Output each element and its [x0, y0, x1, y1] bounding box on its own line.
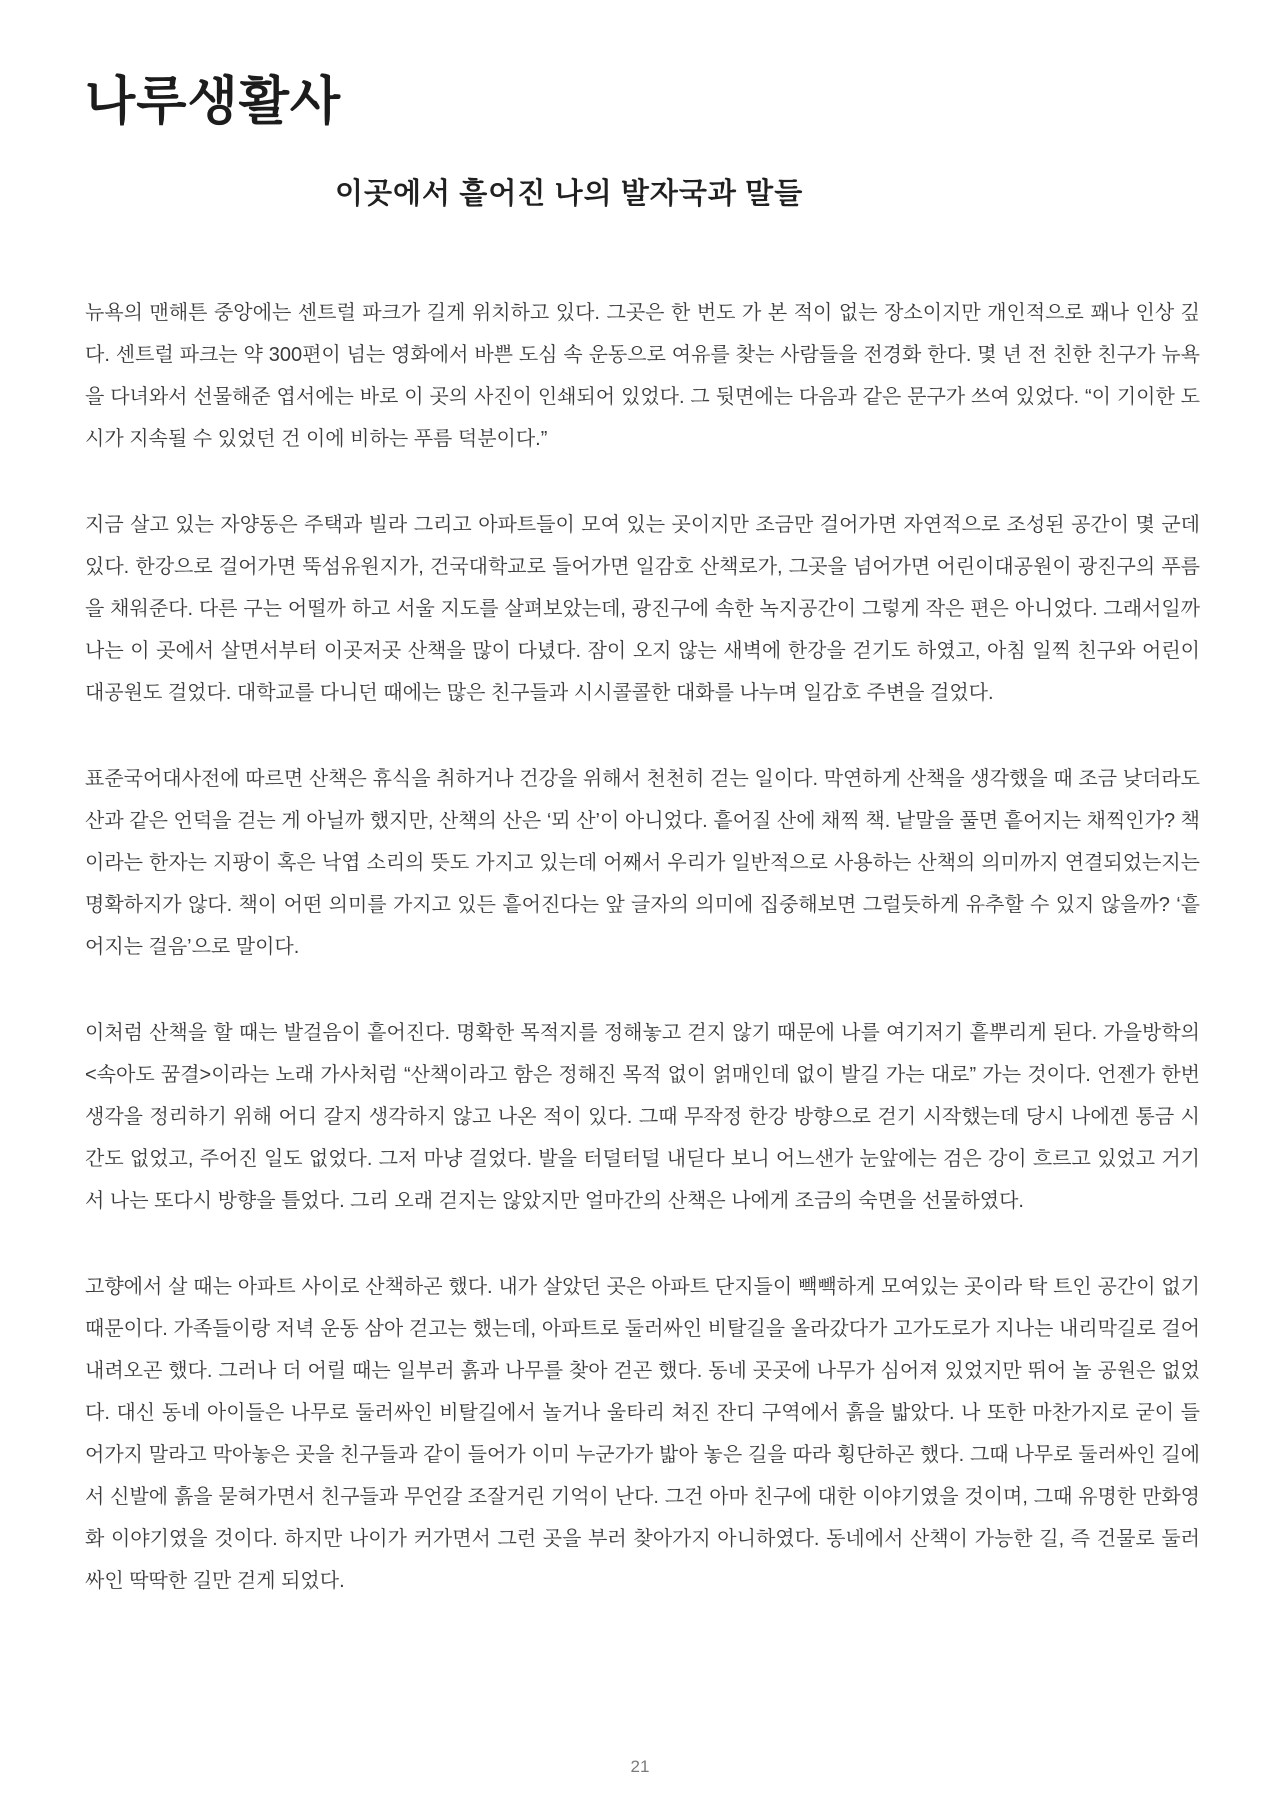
- article-body: [85, 292, 1200, 1602]
- page-number: 21: [630, 1757, 650, 1776]
- body-paragraph: 지금 살고 있는 자양동은 주택과 빌라 그리고 아파트들이 모여 있는 곳이지만 조금만 걸어가면 자연적으로 조성된 공간이 몇 군데 있다. 한강으로 걸어가면 뚝섬유원지가, 건국대학교로 들어가면 일감호 산책로가, 그곳을 넘어가면 어린이대공원이 광진구의 푸름을 채워준다. 다른 구는 어떨까 하고 서울 지도를 살펴보았는데, 광진구에 속한 녹지공간이 그렇게 작은 편은 아니었다. 그래서일까 나는 이 곳에서 살면서부터 이곳저곳 산책을 많이 다녔다. 잠이 오지 않는 새벽에 한강을 걷기도 하였고, 아침 일찍 친구와 어린이대공원도 걸었다. 대학교를 다니던 때에는 많은 친구들과 시시콜콜한 대화를 나누며 일감호 주변을 걸었다.: [85, 514, 1200, 704]
- body-paragraph: 고향에서 살 때는 아파트 사이로 산책하곤 했다. 내가 살았던 곳은 아파트 단지들이 빽빽하게 모여있는 곳이라 탁 트인 공간이 없기 때문이다. 가족들이랑 저녁 운동 삼아 걷고는 했는데, 아파트로 둘러싸인 비탈길을 올라갔다가 고가도로가 지나는 내리막길로 걸어 내려오곤 했다. 그러나 더 어릴 때는 일부러 흙과 나무를 찾아 걷곤 했다. 동네 곳곳에 나무가 심어져 있었지만 뛰어 놀 공원은 없었다. 대신 동네 아이들은 나무로 둘러싸인 비탈길에서 놀거나 울타리 쳐진 잔디 구역에서 흙을 밟았다. 나 또한 마찬가지로 굳이 들어가지 말라고 막아놓은 곳을 친구들과 같이 들어가 이미 누군가가 밟아 놓은 길을 따라 횡단하곤 했다. 그때 나무로 둘러싸인 길에서 신발에 흙을 묻혀가면서 친구들과 무언갈 조잘거린 기억이 난다. 그건 아마 친구에 대한 이야기였을 것이며, 그때 유명한 만화영화 이야기였을 것이다. 하지만 나이가 커가면서 그런 곳을 부러 찾아가지 아니하였다. 동네에서 산책이 가능한 길, 즉 건물로 둘러 싸인 딱딱한 길만 걷게 되었다.: [85, 1276, 1200, 1592]
- page-subtitle: 이곳에서 흩어진 나의 발자국과 말들: [335, 178, 804, 210]
- body-paragraph: 표준국어대사전에 따르면 산책은 휴식을 취하거나 건강을 위해서 천천히 걷는 일이다. 막연하게 산책을 생각했을 때 조금 낮더라도 산과 같은 언덕을 걷는 게 아닐까 했지만, 산책의 산은 ‘뫼 산’이 아니었다. 흩어질 산에 채찍 책. 낱말을 풀면 흩어지는 채찍인가? 책이라는 한자는 지팡이 혹은 낙엽 소리의 뜻도 가지고 있는데 어째서 우리가 일반적으로 사용하는 산책의 의미까지 연결되었는지는 명확하지가 않다. 책이 어떤 의미를 가지고 있든 흩어진다는 앞 글자의 의미에 집중해보면 그럴듯하게 유추할 수 있지 않을까? ‘흩어지는 걸음’으로 말이다.: [85, 768, 1200, 958]
- page-title: 나루생활사: [85, 74, 342, 131]
- body-paragraph: 이처럼 산책을 할 때는 발걸음이 흩어진다. 명확한 목적지를 정해놓고 걷지 않기 때문에 나를 여기저기 흩뿌리게 된다. 가을방학의 <속아도 꿈결>이라는 노래 가사처럼 “산책이라고 함은 정해진 목적 없이 얽매인데 없이 발길 가는 대로” 가는 것이다. 언젠가 한번 생각을 정리하기 위해 어디 갈지 생각하지 않고 나온 적이 있다. 그때 무작정 한강 방향으로 걷기 시작했는데 당시 나에겐 통금 시간도 없었고, 주어진 일도 없었다. 그저 마냥 걸었다. 발을 터덜터덜 내딛다 보니 어느샌가 눈앞에는 검은 강이 흐르고 있었고 거기서 나는 또다시 방향을 틀었다. 그리 오래 걷지는 않았지만 얼마간의 산책은 나에게 조금의 숙면을 선물하였다.: [85, 1022, 1200, 1212]
- body-paragraph: 뉴욕의 맨해튼 중앙에는 센트럴 파크가 길게 위치하고 있다. 그곳은 한 번도 가 본 적이 없는 장소이지만 개인적으로 꽤나 인상 깊다. 센트럴 파크는 약 300편이 넘는 영화에서 바쁜 도심 속 운동으로 여유를 찾는 사람들을 전경화 한다. 몇 년 전 친한 친구가 뉴욕을 다녀와서 선물해준 엽서에는 바로 이 곳의 사진이 인쇄되어 있었다. 그 뒷면에는 다음과 같은 문구가 쓰여 있었다. “이 기이한 도시가 지속될 수 있었던 건 이에 비하는 푸름 덕분이다.”: [85, 302, 1200, 450]
